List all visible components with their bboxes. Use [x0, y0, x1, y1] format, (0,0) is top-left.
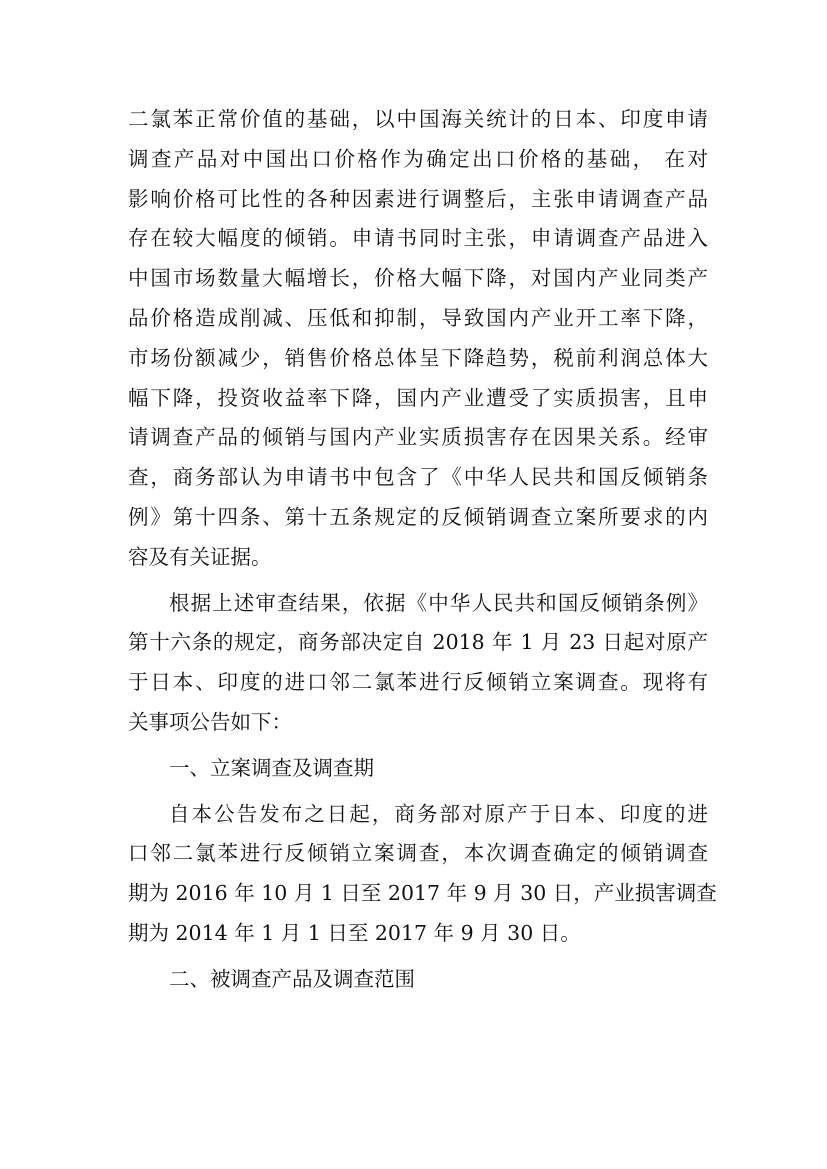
paragraph-dumping-claim — [128, 100, 708, 578]
text-line: 品价格造成削减、压低和抑制，导致国内产业开工率下降， — [128, 305, 708, 330]
text-line: 期为 2014 年 1 月 1 日至 2017 年 9 月 30 日。 — [128, 920, 581, 945]
text-line: 根据上述审查结果，依据《中华人民共和国反倾销条例》 — [169, 590, 708, 615]
paragraph-decision — [128, 584, 708, 743]
text-line: 自本公告发布之日起，商务部对原产于日本、印度的进 — [169, 801, 708, 826]
text-line: 口邻二氯苯进行反倾销立案调查，本次调查确定的倾销调查 — [128, 841, 708, 866]
section-heading-investigation-period — [128, 749, 708, 789]
text-line: 请调查产品的倾销与国内产业实质损害存在因果关系。经审 — [128, 425, 708, 450]
text-line: 容及有关证据。 — [128, 544, 272, 569]
text-line: 影响价格可比性的各种因素进行调整后，主张申请调查产品 — [128, 186, 708, 211]
text-line: 查，商务部认为申请书中包含了《中华人民共和国反倾销条 — [128, 465, 708, 490]
text-line: 调查产品对中国出口价格作为确定出口价格的基础， 在对 — [128, 146, 708, 171]
section-heading-product-scope — [128, 960, 708, 1000]
text-line: 第十六条的规定，商务部决定自 2018 年 1 月 23 日起对原产 — [128, 630, 708, 655]
paragraph-investigation-period — [128, 795, 717, 954]
text-line: 关事项公告如下： — [128, 709, 292, 734]
text-line: 存在较大幅度的倾销。申请书同时主张，申请调查产品进入 — [128, 226, 708, 251]
text-line: 中国市场数量大幅增长，价格大幅下降，对国内产业同类产 — [128, 266, 708, 291]
text-line: 二氯苯正常价值的基础，以中国海关统计的日本、印度申请 — [128, 107, 708, 131]
text-line: 于日本、印度的进口邻二氯苯进行反倾销立案调查。现将有 — [128, 670, 708, 695]
section-heading: 一、立案调查及调查期 — [169, 755, 374, 780]
text-line: 例》第十四条、第十五条规定的反倾销调查立案所要求的内 — [128, 504, 708, 529]
text-line: 幅下降，投资收益率下降，国内产业遭受了实质损害，且申 — [128, 385, 708, 410]
text-line: 市场份额减少，销售价格总体呈下降趋势，税前利润总体大 — [128, 345, 708, 370]
body-text — [128, 100, 717, 1000]
section-heading: 二、被调查产品及调查范围 — [169, 966, 415, 991]
text-line: 期为 2016 年 10 月 1 日至 2017 年 9 月 30 日，产业损害调查 — [128, 881, 717, 906]
